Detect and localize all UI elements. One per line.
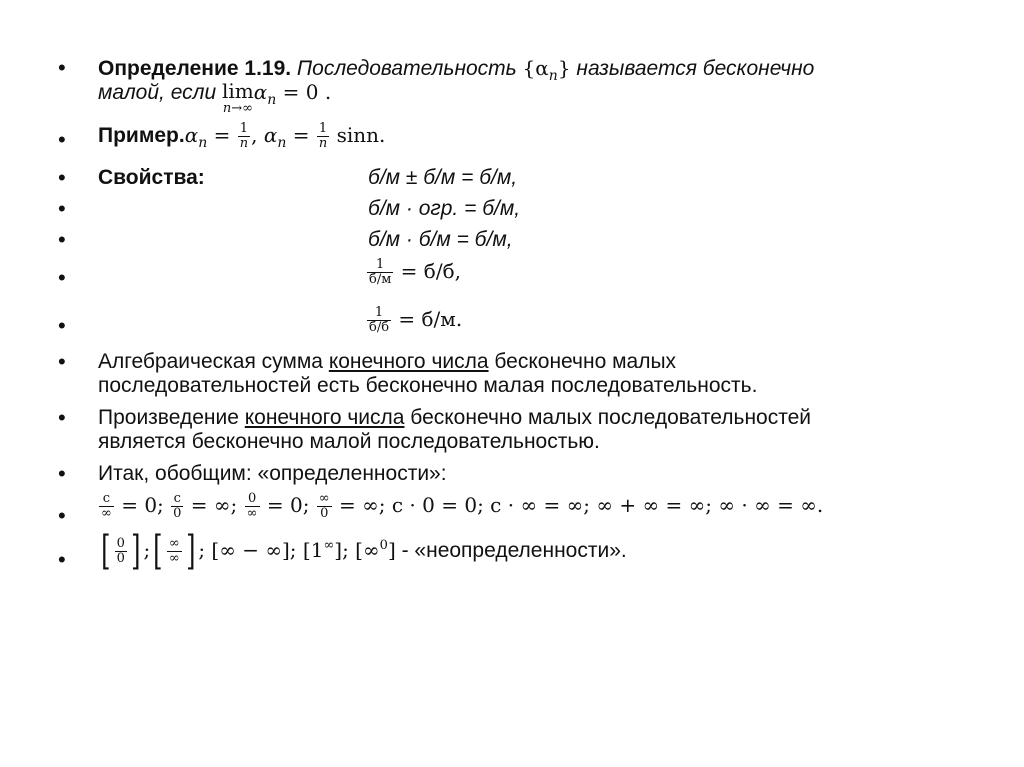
bullet: • (58, 547, 66, 572)
example-fraction-1: $\frac{1}{n}$ (239, 121, 249, 151)
property-5 (366, 306, 462, 335)
bullet: • (58, 227, 66, 252)
example-fraction-2: $\frac{1}{n}$ (318, 121, 328, 151)
statement-1-line-1: Алгебраическая сумма конечного числа бесконечно малых (98, 350, 677, 373)
bullet: • (58, 265, 66, 290)
property-4 (366, 258, 461, 287)
indet-fraction-2: $\frac{\infty}{\infty}$ (168, 535, 180, 566)
limit-alpha: α (253, 80, 268, 104)
bullet: • (58, 165, 66, 190)
statement-1-line-2: последовательностей есть бесконечно малая последовательность. (98, 374, 758, 397)
definition-text: Последовательность (291, 57, 523, 80)
example-alpha-1: α (184, 123, 199, 148)
example-label: Пример. (98, 124, 185, 148)
example-comma: , (251, 123, 264, 148)
bullet: • (58, 127, 66, 152)
bullet: • (58, 405, 66, 430)
example-line: $Пример.\alpha_n$ = $\frac{1}{n}$ , $\alpha_n$ = $\frac{1}{n}$ sinn. (98, 121, 386, 152)
bullet: • (58, 55, 66, 80)
definition-text-3: малой, если (98, 81, 223, 104)
limit-operator: lim n→∞ (222, 79, 254, 116)
indet-rest: ; [∞ − ∞]; [1 (198, 538, 324, 562)
det-fraction-4: $\frac{\infty}{0}$ (318, 491, 330, 521)
example-eq-2: = (286, 123, 316, 148)
property-3: б/м · б/м = б/м, (368, 228, 513, 251)
bullet: • (58, 503, 66, 528)
bullet: • (58, 461, 66, 486)
determinacies-line: $\frac{c}{\infty}$ = 0; $\frac{c}{0}$ = ∞; $\frac{0}{\infty}$ = 0; $\frac{\infty}{0}$ = ∞; c · 0 = 0; c · ∞ = ∞; ∞ + ∞ = ∞; ∞ · ∞ = ∞. (101, 491, 824, 521)
property-4-rest: = б/б, (394, 259, 461, 284)
properties-label: Свойства: (98, 166, 205, 189)
limit-subscript: n (267, 92, 277, 109)
underlined-finite-number: конечного числа (328, 350, 489, 373)
det-fraction-3: $\frac{0}{\infty}$ (246, 491, 258, 521)
property-4-fraction: $\frac{1}{б/м}$ (369, 257, 392, 287)
property-2: б/м · огр. = б/м, (368, 197, 521, 220)
property-1: б/м ± б/м = б/м, (368, 166, 518, 189)
det-tail: c · 0 = 0; c · ∞ = ∞; ∞ + ∞ = ∞; ∞ · ∞ = ∞. (391, 493, 824, 518)
statement-3: Итак, обобщим: «определенности»: (98, 462, 447, 485)
det-fraction-1: $\frac{c}{\infty}$ (101, 491, 112, 521)
det-fraction-2: $\frac{c}{0}$ (173, 491, 182, 521)
statement-2-line-2: является бесконечно малой последовательностью. (98, 430, 600, 453)
indeterminacies-line: [ $\frac{0}{0}$ ] ;[ $\frac{\infty}{\infty}$ ] ; [∞ − ∞]; [1∞]; [∞$^0$] - «неопределенности». (101, 528, 627, 575)
sequence-open: {α (522, 56, 549, 80)
definition-text-2: называется бесконечно (570, 57, 815, 80)
example-eq-1: = (207, 123, 237, 148)
underlined-finite-number: конечного числа (244, 406, 405, 429)
sequence-subscript: n (548, 68, 558, 85)
indet-label: - «неопределенности». (395, 539, 627, 562)
example-sin: sinn. (330, 123, 386, 148)
statement-2-line-1: Произведение конечного числа бесконечно малых последовательностей (98, 406, 812, 429)
sequence-close: } (557, 56, 571, 80)
bullet: • (58, 313, 66, 338)
example-alpha-2: α (263, 123, 278, 148)
limit-value: = 0 . (276, 80, 332, 104)
bullet: • (58, 349, 66, 374)
definition-label: Определение 1.19. (98, 57, 292, 80)
bullet: • (58, 196, 66, 221)
indet-fraction-1: $\frac{0}{0}$ (116, 535, 125, 566)
property-5-fraction: $\frac{1}{б/б}$ (369, 305, 390, 335)
property-5-rest: = б/м. (392, 307, 463, 332)
definition-line-2 (98, 80, 331, 115)
